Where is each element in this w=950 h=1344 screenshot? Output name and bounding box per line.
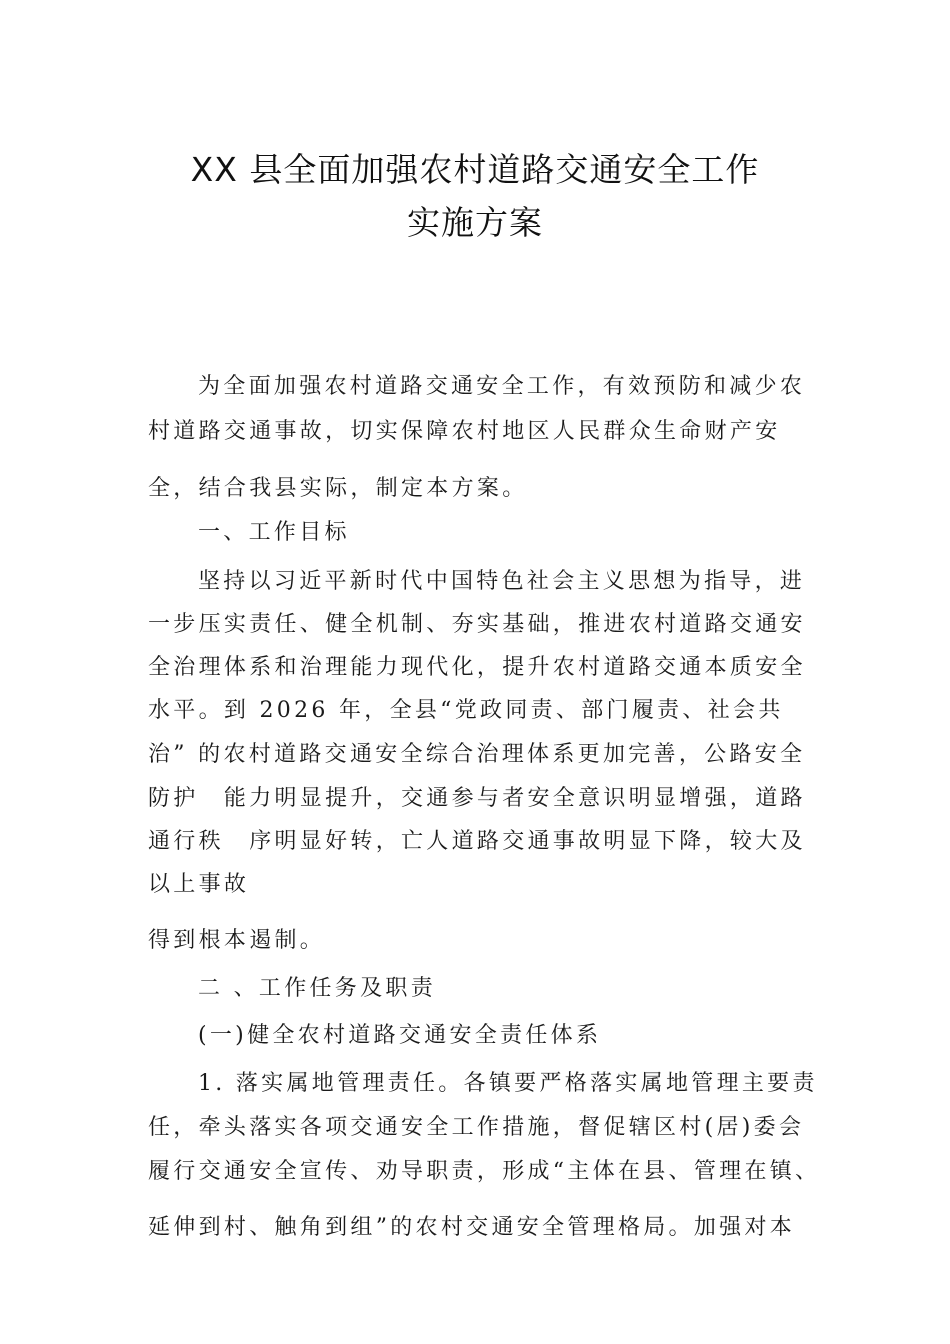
- paragraph-line: 水平。到 2026 年，全县“党政同责、部门履责、社会共: [148, 698, 784, 723]
- paragraph-line: 延伸到村、触角到组”的农村交通安全管理格局。加强对本: [148, 1215, 796, 1240]
- subsection-heading: (一)健全农村道路交通安全责任体系: [198, 1023, 602, 1048]
- paragraph-line: 得到根本遏制。: [148, 928, 326, 953]
- document-title-line-1: XX 县全面加强农村道路交通安全工作: [190, 150, 760, 189]
- section-heading: 二 、工作任务及职责: [198, 976, 436, 1001]
- paragraph-line: 1. 落实属地管理责任。各镇要严格落实属地管理主要责: [198, 1071, 818, 1096]
- paragraph-line: 履行交通安全宣传、劝导职责，形成“主体在县、管理在镇、: [148, 1159, 821, 1184]
- paragraph-line: 全治理体系和治理能力现代化，提升农村道路交通本质安全: [148, 655, 806, 680]
- paragraph-line: 村道路交通事故，切实保障农村地区人民群众生命财产安: [148, 419, 781, 444]
- section-heading: 一、工作目标: [198, 520, 350, 545]
- paragraph-line: 通行秩 序明显好转，亡人道路交通事故明显下降，较大及: [148, 829, 806, 854]
- document-title-line-2: 实施方案: [407, 203, 543, 242]
- paragraph-line: 全，结合我县实际，制定本方案。: [148, 476, 528, 501]
- paragraph-line: 任，牵头落实各项交通安全工作措施，督促辖区村(居)委会: [148, 1115, 805, 1140]
- paragraph-line: 治” 的农村道路交通安全综合治理体系更加完善，公路安全: [148, 742, 806, 767]
- paragraph-line: 坚持以习近平新时代中国特色社会主义思想为指导，进: [198, 569, 806, 594]
- paragraph-line: 防护 能力明显提升，交通参与者安全意识明显增强，道路: [148, 786, 806, 811]
- paragraph-line: 为全面加强农村道路交通安全工作，有效预防和减少农: [198, 374, 806, 399]
- paragraph-line: 以上事故: [148, 872, 250, 897]
- paragraph-line: 一步压实责任、健全机制、夯实基础，推进农村道路交通安: [148, 612, 806, 637]
